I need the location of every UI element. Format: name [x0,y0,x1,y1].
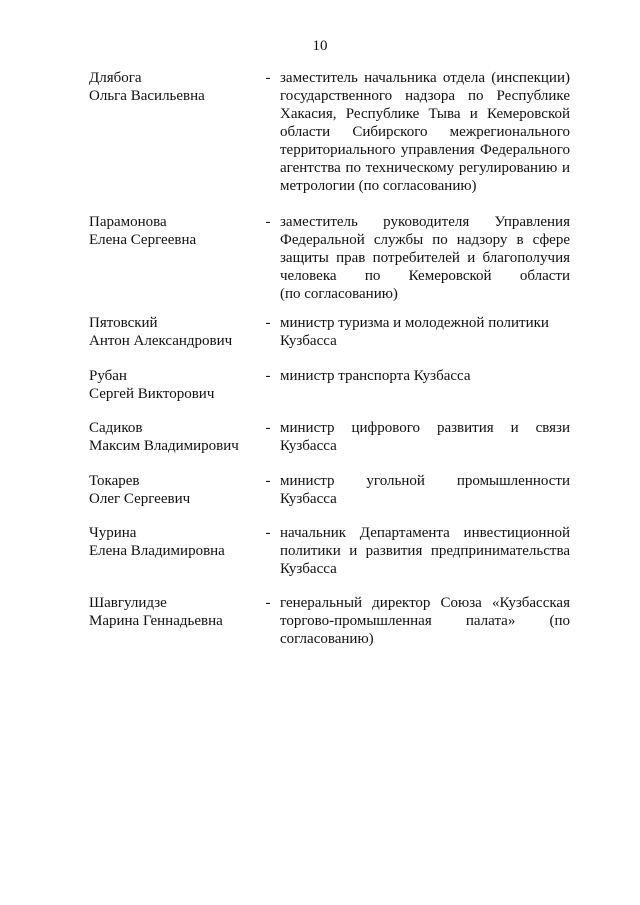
member-entry [89,314,571,367]
member-surname: Парамонова [89,214,167,230]
member-name [89,472,256,524]
member-surname: Шавгулидзе [89,595,167,611]
member-entry [89,69,571,213]
member-given-names: Марина Геннадьевна [89,613,223,629]
position-line: генеральный директор Союза «Кузбасская [280,595,570,611]
member-given-names: Елена Сергеевна [89,232,197,248]
position-line: агентства по техническому регулированию и [280,160,570,176]
member-surname: Токарев [89,473,140,489]
list-dash: - [265,368,271,384]
position-line: торгово-промышленная палата» (по [280,613,570,629]
position-line: политики и развития предпринимательства [280,543,570,559]
list-dash: - [265,525,271,541]
position-line: Хакасия, Республике Тыва и Кемеровской [280,106,570,122]
position-line: (по согласованию) [280,286,398,302]
position-line: государственного надзора по Республике [280,88,570,104]
member-position [280,69,570,213]
member-given-names: Ольга Васильевна [89,88,205,104]
position-line: министр туризма и молодежной политики [280,315,549,331]
position-line: начальник Департамента инвестиционной [280,525,570,541]
member-surname: Садиков [89,420,143,436]
list-dash: - [265,420,271,436]
member-surname: Длябога [89,70,142,86]
member-name [89,69,256,213]
member-entry [89,524,571,594]
member-entry [89,472,571,524]
position-line: Кузбасса [280,333,337,349]
member-given-names: Антон Александрович [89,333,233,349]
member-entry [89,213,571,314]
member-position [280,314,570,367]
member-position [280,524,570,594]
position-line: Кузбасса [280,438,337,454]
member-position [280,472,570,524]
position-line: Федеральной службы по надзору в сфере [280,232,570,248]
member-entry [89,367,571,419]
member-given-names: Елена Владимировна [89,543,225,559]
member-list [89,69,571,654]
position-line: министр угольной промышленности [280,473,570,489]
member-surname: Чурина [89,525,137,541]
list-dash: - [265,70,271,86]
list-dash: - [265,315,271,331]
position-line: согласованию) [280,631,374,647]
member-position [280,594,570,654]
member-name [89,419,256,472]
member-given-names: Олег Сергеевич [89,491,191,507]
position-line: Кузбасса [280,491,337,507]
member-name [89,314,256,367]
list-dash: - [265,214,271,230]
position-line: заместитель руководителя Управления [280,214,570,230]
member-name [89,367,256,419]
member-given-names: Сергей Викторович [89,386,215,402]
position-line: области Сибирского межрегионального [280,124,570,140]
position-line: Кузбасса [280,561,337,577]
member-position [280,367,570,419]
position-line: человека по Кемеровской области [280,268,570,284]
position-line: министр транспорта Кузбасса [280,368,471,384]
position-line: защиты прав потребителей и благополучия [280,250,570,266]
list-dash: - [265,595,271,611]
member-position [280,419,570,472]
position-line: территориального управления Федерального [280,142,570,158]
list-dash: - [265,473,271,489]
member-name [89,524,256,594]
member-given-names: Максим Владимирович [89,438,239,454]
page-number: 10 [312,38,328,54]
member-name [89,213,256,314]
position-line: метрологии (по согласованию) [280,178,477,194]
position-line: заместитель начальника отдела (инспекции) [280,70,570,86]
member-surname: Рубан [89,368,127,384]
member-entry [89,419,571,472]
position-line: министр цифрового развития и связи [280,420,570,436]
member-entry [89,594,571,654]
member-name [89,594,256,654]
member-position [280,213,570,314]
member-surname: Пятовский [89,315,158,331]
